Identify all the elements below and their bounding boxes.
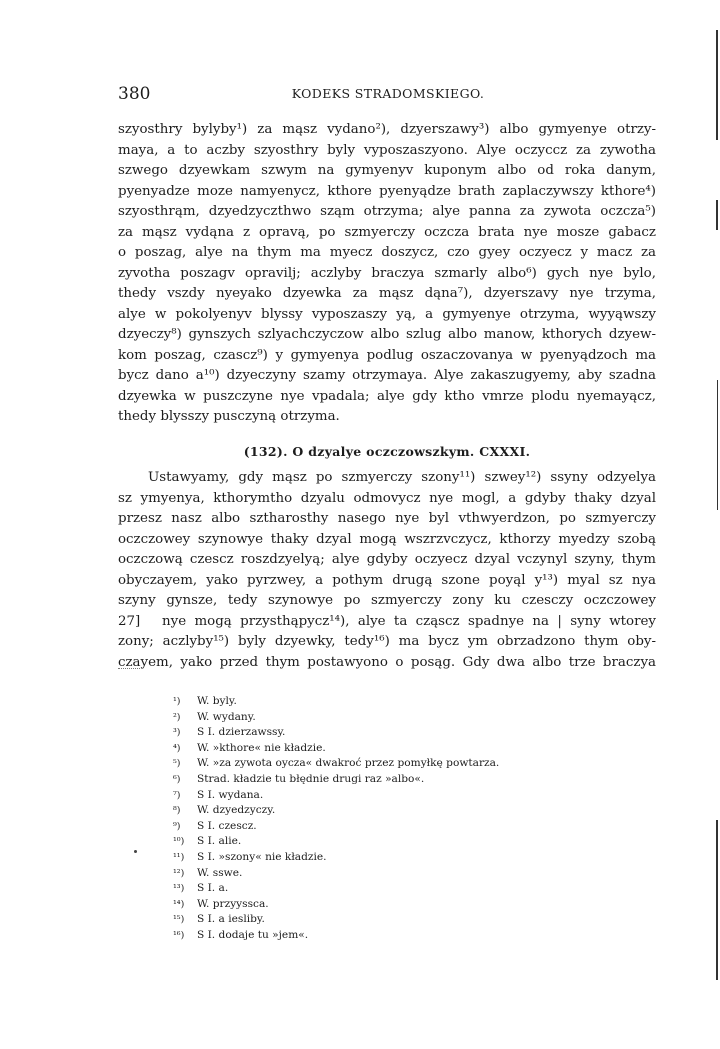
footnote: [173, 881, 593, 897]
footnote-mark: ¹): [173, 696, 181, 707]
footnote-text: W. »za zywota oycza« dwakroć przez pomyłkę powtarza.: [197, 757, 500, 770]
footnote-text: S I. wydana.: [197, 788, 264, 801]
text-line: dzyeczy⁸) gynszych szlyachczyczow albo szlug albo manow, kthorych dzyew-: [118, 327, 656, 342]
running-title: KODEKS STRADOMSKIEGO.: [291, 86, 485, 101]
text-line: maya, a to aczby szyosthry byly vyposzaszyono. Alye oczyccz za zywotha: [118, 142, 656, 158]
scan-edge-mark: [716, 200, 718, 230]
footnote: [173, 803, 593, 819]
footnote-mark: ¹⁰): [173, 836, 185, 848]
footnote-mark: ⁷): [173, 789, 181, 801]
footnote-mark: ³): [173, 727, 181, 739]
footnote-mark: ⁹): [173, 820, 181, 832]
text-line-content: nye mogą przysthąpycz¹⁴), alye ta cząscz spadnye na | syny wtorey: [162, 613, 656, 629]
footnote: [173, 834, 593, 850]
text-line: oczczowey szynowye thaky dzyal mogą wszrzvczycz, kthorzy myedzy szobą: [118, 531, 656, 547]
text-line: sz ymyenya, kthorymtho dzyalu odmovycz nye mogl, a gdyby thaky dzyal: [118, 490, 656, 506]
footnote: [173, 710, 593, 726]
footnote-text: W. wydany.: [197, 710, 256, 723]
page-number: 380: [118, 84, 151, 104]
footnote-text: S I. a.: [197, 882, 229, 895]
footnote-mark: ¹¹): [173, 851, 185, 863]
text-line: dzyewka w puszczyne nye vpadala; alye gdy ktho vmrze plodu nyemayącz,: [118, 388, 656, 404]
scan-edge-mark: [717, 380, 718, 510]
footnote-mark: ²): [173, 711, 181, 723]
main-text: [118, 120, 656, 673]
text-line: obyczayem, yako pyrzwey, a pothym drugą szone poyąl y¹³) myal sz nya: [118, 572, 656, 588]
footnote: [173, 756, 593, 772]
paragraph-2: [118, 468, 656, 673]
footnote: [173, 788, 593, 804]
footnote-mark: ⁸): [173, 805, 181, 817]
text-line: pyenyadze moze namyenycz, kthore pyenyądze brath zaplaczywszy kthore⁴): [118, 183, 656, 199]
text-line: czayem, yako przed thym postawyono o posąg. Gdy dwa albo trze braczya: [118, 654, 656, 670]
footnote-mark: ¹⁴): [173, 898, 185, 910]
scan-edge-mark: [716, 30, 718, 140]
text-line: bycz dano a¹⁰) dzyeczyny szamy otrzymaya. Alye zakaszugyemy, aby szadna: [118, 368, 656, 383]
footnote: [173, 819, 593, 835]
footnote-text: S I. a iesliby.: [197, 913, 265, 926]
footnote-text: W. »kthore« nie kładzie.: [197, 741, 326, 754]
footnote-mark: ¹⁶): [173, 929, 185, 941]
section-heading: (132). O dzyalye oczczowszkym. CXXXI.: [243, 443, 531, 459]
footnote-text: W. dzyedzyczy.: [197, 804, 276, 817]
footnote: [173, 850, 593, 866]
footnote-text: Strad. kładzie tu błędnie drugi raz »albo«.: [197, 772, 425, 785]
scan-edge-mark: [716, 820, 718, 980]
margin-reference: 27]: [118, 613, 141, 629]
text-line: [118, 612, 656, 633]
footnote-text: S I. czescz.: [197, 819, 257, 832]
text-line: za mąsz vydąna z opravą, po szmyerczy oczcza brata nye mosze gabacz: [118, 224, 656, 240]
text-line: Ustawyamy, gdy mąsz po szmyerczy szony¹¹) szwey¹²) ssyny odzyelya: [148, 470, 656, 485]
footnotes: [173, 694, 593, 944]
footnote-text: S I. »szony« nie kładzie.: [197, 850, 327, 863]
footnote-mark: ⁴): [173, 742, 181, 754]
footnote-text: W. byly.: [197, 695, 237, 707]
footnote-mark: ¹³): [173, 883, 185, 895]
footnote-text: S I. alie.: [197, 835, 242, 848]
footnote: [173, 897, 593, 913]
footnote-mark: ¹⁵): [173, 914, 185, 926]
text-line: alye w pokolyenyv blyssy vyposzaszy yą, a gymyenye otrzyma, wyyąwszy: [118, 306, 656, 322]
footnote-text: W. sswe.: [197, 866, 243, 879]
text-line: o poszag, alye na thym ma myecz doszycz, czo gyey oczyecz y macz za: [118, 245, 656, 260]
footnote-mark: ⁵): [173, 758, 181, 770]
text-line: szwego dzyewkam szwym na gymyenyv kuponym albo od roka danym,: [118, 163, 656, 178]
footnote-text: W. przyyssca.: [197, 897, 269, 910]
text-line: thedy blysszy pusczyną otrzyma.: [118, 409, 340, 424]
scan-speck: [134, 850, 137, 853]
text-line: szyny gynsze, tedy szynowye po szmyerczy zony ku czesczy oczczowey: [118, 593, 656, 608]
footnote: [173, 741, 593, 757]
footnote-mark: ¹²): [173, 867, 185, 879]
footnote-mark: ⁶): [173, 773, 181, 785]
footnote-separator: [118, 668, 140, 669]
text-line: zyvotha poszagv opravilj; aczlyby braczya szmarly albo⁶) gych nye bylo,: [118, 265, 656, 281]
footnote: [173, 725, 593, 741]
footnote: [173, 772, 593, 788]
text-line: przesz nasz albo sztharosthy nasego nye byl vthwyerdzon, po szmyerczy: [118, 511, 656, 526]
text-line: zony; aczlyby¹⁵) byly dzyewky, tedy¹⁶) ma bycz ym obrzadzono thym oby-: [118, 634, 656, 649]
paragraph-1: [118, 120, 656, 428]
text-line: kom poszag, czascz⁹) y gymyenya podlug oszaczovanya w pyenyądzoch ma: [118, 347, 656, 363]
footnote: [173, 912, 593, 928]
footnote: [173, 866, 593, 882]
footnote-text: S I. dodaje tu »jem«.: [197, 928, 309, 941]
text-line: oczczową czescz roszdzyelyą; alye gdyby oczyecz dzyal vczynyl szyny, thym: [118, 552, 656, 567]
footnote: [173, 694, 593, 710]
text-line: thedy vszdy nyeyako dzyewka za mąsz dąna⁷), dzyerszavy nye trzyma,: [118, 286, 656, 301]
text-line: szyosthrąm, dzyedzyczthwo sząm otrzyma; alye panna za zywota oczcza⁵): [118, 204, 656, 219]
page-header: [118, 84, 658, 108]
footnote-text: S I. dzierzawssy.: [197, 726, 286, 739]
footnote: [173, 928, 593, 944]
text-line: szyosthry bylyby¹) za mąsz vydano²), dzyerszawy³) albo gymyenye otrzy-: [118, 122, 656, 137]
